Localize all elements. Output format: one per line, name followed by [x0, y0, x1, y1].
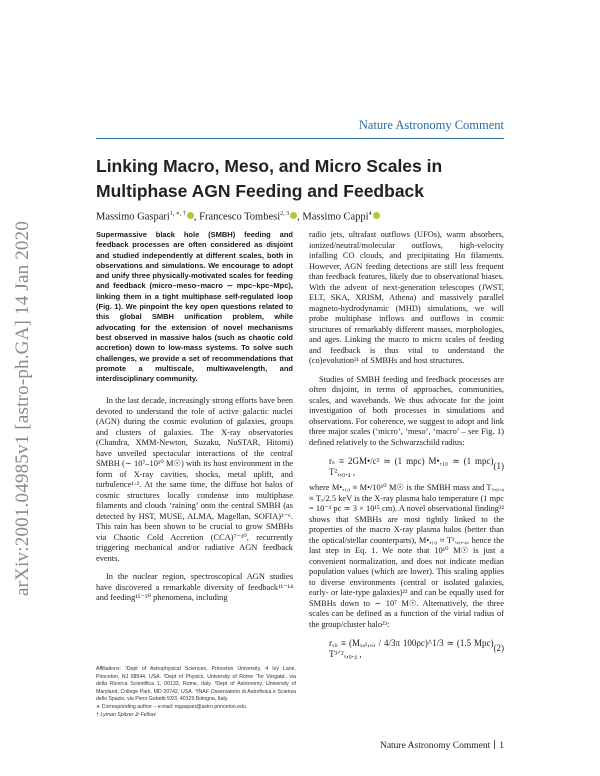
left-column [96, 230, 293, 612]
header-rule [96, 138, 504, 139]
author-marks: 2, 3 [280, 211, 290, 217]
body-paragraph: In the last decade, increasingly strong efforts have been devoted to understand the role of active galactic nuclei (AGN) during the cosmic evolution of galaxies, groups and clusters of galaxies. The X-ray observatories (Chandra, XMM-Newton, Suzaku, NuSTAR, Hitomi) have unveiled spectacular interactions of the central SMBH (∼ 10⁷–10¹⁰ M☉) with its host environment in the form of X-ray cavities, shocks, metal uplift, and turbulence¹·². At the same time, the diffuse hot halos of cosmic structures locally condense into multiphase filaments and clouds ‘raining’ onto the central SMBH (as detected by HST, MUSE, ALMA, Magellan, SOFIA)³⁻⁶. This rain has been shown to be crucial to grow SMBHs via Chaotic Cold Accretion (CCA)⁷⁻¹⁰, recurrently triggering mechanical and/or radiative AGN feedback events. [96, 396, 293, 563]
body-paragraph: Studies of SMBH feeding and feedback processes are often disjoint, in terms of approaches, communities, scales, and wavebands. We thus advocate for the joint investigation of both processes in simulations and observations. For coherence, we suggest to adopt and link three major scales (‘micro’, ‘meso’, ‘macro’ – see Fig. 1) defined relatively to the Schwarzschild radius: [309, 374, 504, 447]
footer-journal: Nature Astronomy Comment [379, 741, 491, 751]
orcid-icon[interactable] [373, 212, 380, 219]
equation-2-number: (2) [493, 643, 504, 654]
corresponding-author: ∗ Corresponding author – e-mail: mgaspari@astro.princeton.edu [96, 703, 246, 710]
fellow-note: † Lyman Spitzer Jr Fellow [96, 711, 156, 718]
equation-2-body: rᵥᵢᵣ ≡ (Mₓₒₗ,ᵥᵢᵣ / 4/3π 100ρc)^1/3 ≃ (1.5 Mpc) T³ᐟ²ₓ,₀.₄ , [329, 638, 494, 659]
affiliations-text: Affiliations: ¹Dept of Astrophysical Sciences, Princeton University, 4 Ivy Lane, Princeton, NJ 08544, USA. ²Dept of Physics, University of Rome ‘Tor Vergata’, via della Ricerca Scientifica 1, 00133, Rome, Italy. ³Dept of Astronomy, University of Maryland, College Park, MD 20742, USA. ⁴INAF Osservatorio di Astrofisica e Scienza dello Spazio, via Piero Gobetti 93/3, 40129 Bologna, Italy. [96, 666, 296, 703]
author-marks: 4 [368, 211, 372, 217]
author-name[interactable]: Francesco Tombesi [199, 211, 281, 223]
orcid-icon[interactable] [187, 212, 194, 219]
page-number: 1 [499, 741, 504, 751]
equation-1-number: (1) [493, 461, 504, 472]
page-footer [380, 740, 504, 751]
equation-2 [309, 638, 504, 659]
orcid-icon[interactable] [290, 212, 297, 219]
author-name[interactable]: Massimo Cappi [302, 211, 369, 223]
affiliations-footnote [96, 666, 296, 719]
author-name[interactable]: Massimo Gaspari [96, 211, 170, 223]
paper-title: Linking Macro, Meso, and Micro Scales in Multiphase AGN Feeding and Feedback [96, 156, 443, 201]
arxiv-identifier: arXiv:2001.04985v1 [astro-ph.GA] 14 Jan 2020 [12, 220, 33, 596]
author-marks: 1, ∗, † [169, 211, 186, 217]
footer-divider [494, 740, 495, 749]
equation-1 [309, 456, 504, 477]
body-paragraph: where M•,₁₀ ≡ M•/10¹⁰ M☉ is the SMBH mass and Tₓ,₀.₄ ≡ Tₓ/2.5 keV is the X-ray plasma halo temperature (1 mpc = 10⁻³ pc ≃ 3 × 10¹⁵ cm). A novel observational finding²² shows that SMBHs are most tightly linked to the properties of the macro X-ray plasma halos (better than the optical/stellar counterparts), M•,₁₀ ≈ T²ₓ,₀.₄, hence the last step in Eq. 1. We note that 10¹⁰ M☉ is just a convenient normalization, and does not indicate median population values (which are lower). This scaling applies to diverse environments (central or isolated galaxies, early- or late-type galaxies)²² and can be equally used for SMBHs down to ∼ 10⁷ M☉. Alternatively, the three scales can be defined as a function of the virial radius of the group/cluster halo²³: [309, 483, 504, 629]
author-list: Massimo Gaspari$^{1, ∗, \dagger}$ , Francesco Tombesi$^{2, 3}$ , Massimo Cappi$^4$ [96, 210, 380, 223]
body-paragraph: radio jets, ultrafast outflows (UFOs), warm absorbers, ionized/neutral/molecular outflows, high-velocity infalling CO clouds, and precipitating Hα filaments. However, AGN feeding detections are still less frequent than feedback features, likely due to observational biases. With the advent of next-generation telescopes (JWST, ELT, SKA, XRISM, Athena) and massively parallel magneto-hydrodynamic (MHD) simulations, we will probe multiphase inflows and outflows in cosmic structures of remarkably different masses, morphologies, and ages. Linking the macro to micro scales of feeding and feedback is thus vital to understand the (co)evolution²¹ of SMBHs and host structures. [309, 230, 504, 365]
equation-1-body: rₛ ≡ 2GM•/c² ≃ (1 mpc) M•,₁₀ ≃ (1 mpc) T²ₓ,₀.₄ , [329, 456, 494, 477]
abstract: Supermassive black hole (SMBH) feeding and feedback processes are often considered as disjoint and studied independently at different scales, both in observations and simulations. We encourage to adopt and unify three physically-motivated scales for feeding and feedback (micro–meso–macro ∼ mpc–kpc–Mpc), linking them in a tight multiphase self-regulated loop (Fig. 1). We pinpoint the key open questions related to this global SMBH unification problem, while advocating for the extension of novel mechanisms best observed in massive halos (such as chaotic cold accretion) down to low-mass systems. To solve such challenges, we provide a set of recommendations that promote a multiscale, multiwavelength, and interdisciplinary community. [96, 230, 293, 384]
right-column [309, 230, 504, 665]
journal-header: Nature Astronomy Comment [358, 118, 504, 132]
body-paragraph: In the nuclear region, spectroscopical AGN studies have discovered a remarkable diversity of feedback¹¹⁻¹⁴ and feeding¹⁵⁻²⁰ phenomena, including [96, 572, 293, 603]
